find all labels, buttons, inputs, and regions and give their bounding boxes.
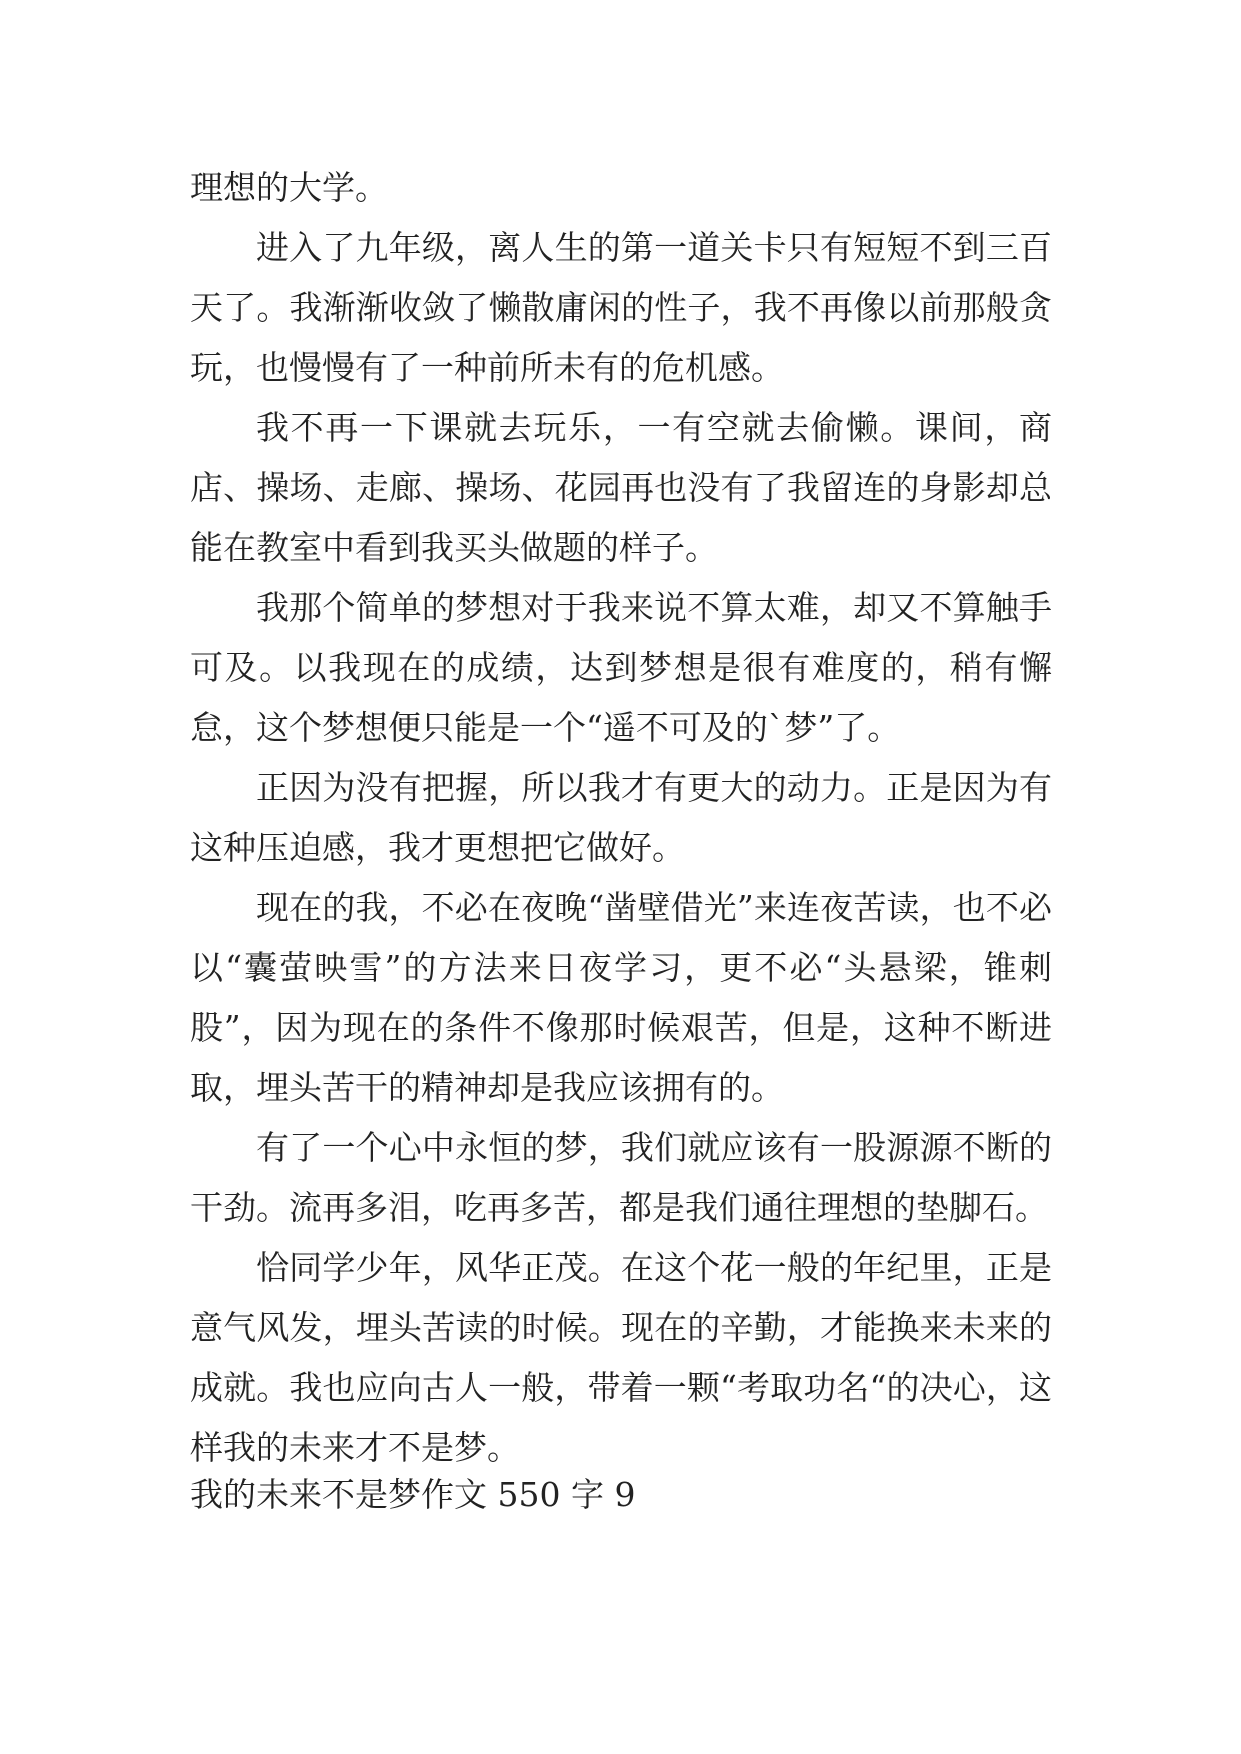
paragraph-4: 我那个简单的梦想对于我来说不算太难，却又不算触手可及。以我现在的成绩，达到梦想是很有难度的，稍有懈怠，这个梦想便只能是一个“遥不可及的`梦”了。 — [190, 588, 1052, 747]
article-body — [190, 158, 1052, 1478]
paragraph-2: 进入了九年级，离人生的第一道关卡只有短短不到三百天了。我渐渐收敛了懒散庸闲的性子，我不再像以前那般贪玩，也慢慢有了一种前所未有的危机感。 — [190, 228, 1052, 387]
paragraph-8: 恰同学少年，风华正茂。在这个花一般的年纪里，正是意气风发，埋头苦读的时候。现在的辛勤，才能换来未来的成就。我也应向古人一般，带着一颗“考取功名“的决心，这样我的未来才不是梦。 — [190, 1248, 1052, 1467]
paragraph-1: 理想的大学。 — [190, 168, 388, 207]
paragraph-7: 有了一个心中永恒的梦，我们就应该有一股源源不断的干劲。流再多泪，吃再多苦，都是我们通往理想的垫脚石。 — [190, 1128, 1052, 1227]
paragraph-3: 我不再一下课就去玩乐，一有空就去偷懒。课间，商店、操场、走廊、操场、花园再也没有了我留连的身影却总能在教室中看到我买头做题的样子。 — [190, 408, 1052, 567]
next-article-title: 我的未来不是梦作文 550 字 9 — [190, 1475, 636, 1514]
paragraph-5: 正因为没有把握，所以我才有更大的动力。正是因为有这种压迫感，我才更想把它做好。 — [190, 768, 1052, 867]
paragraph-6: 现在的我，不必在夜晚“凿壁借光”来连夜苦读，也不必以“囊萤映雪”的方法来日夜学习，更不必“头悬梁，锥刺股”，因为现在的条件不像那时候艰苦，但是，这种不断进取，埋头苦干的精神却是我应该拥有的。 — [190, 888, 1052, 1107]
